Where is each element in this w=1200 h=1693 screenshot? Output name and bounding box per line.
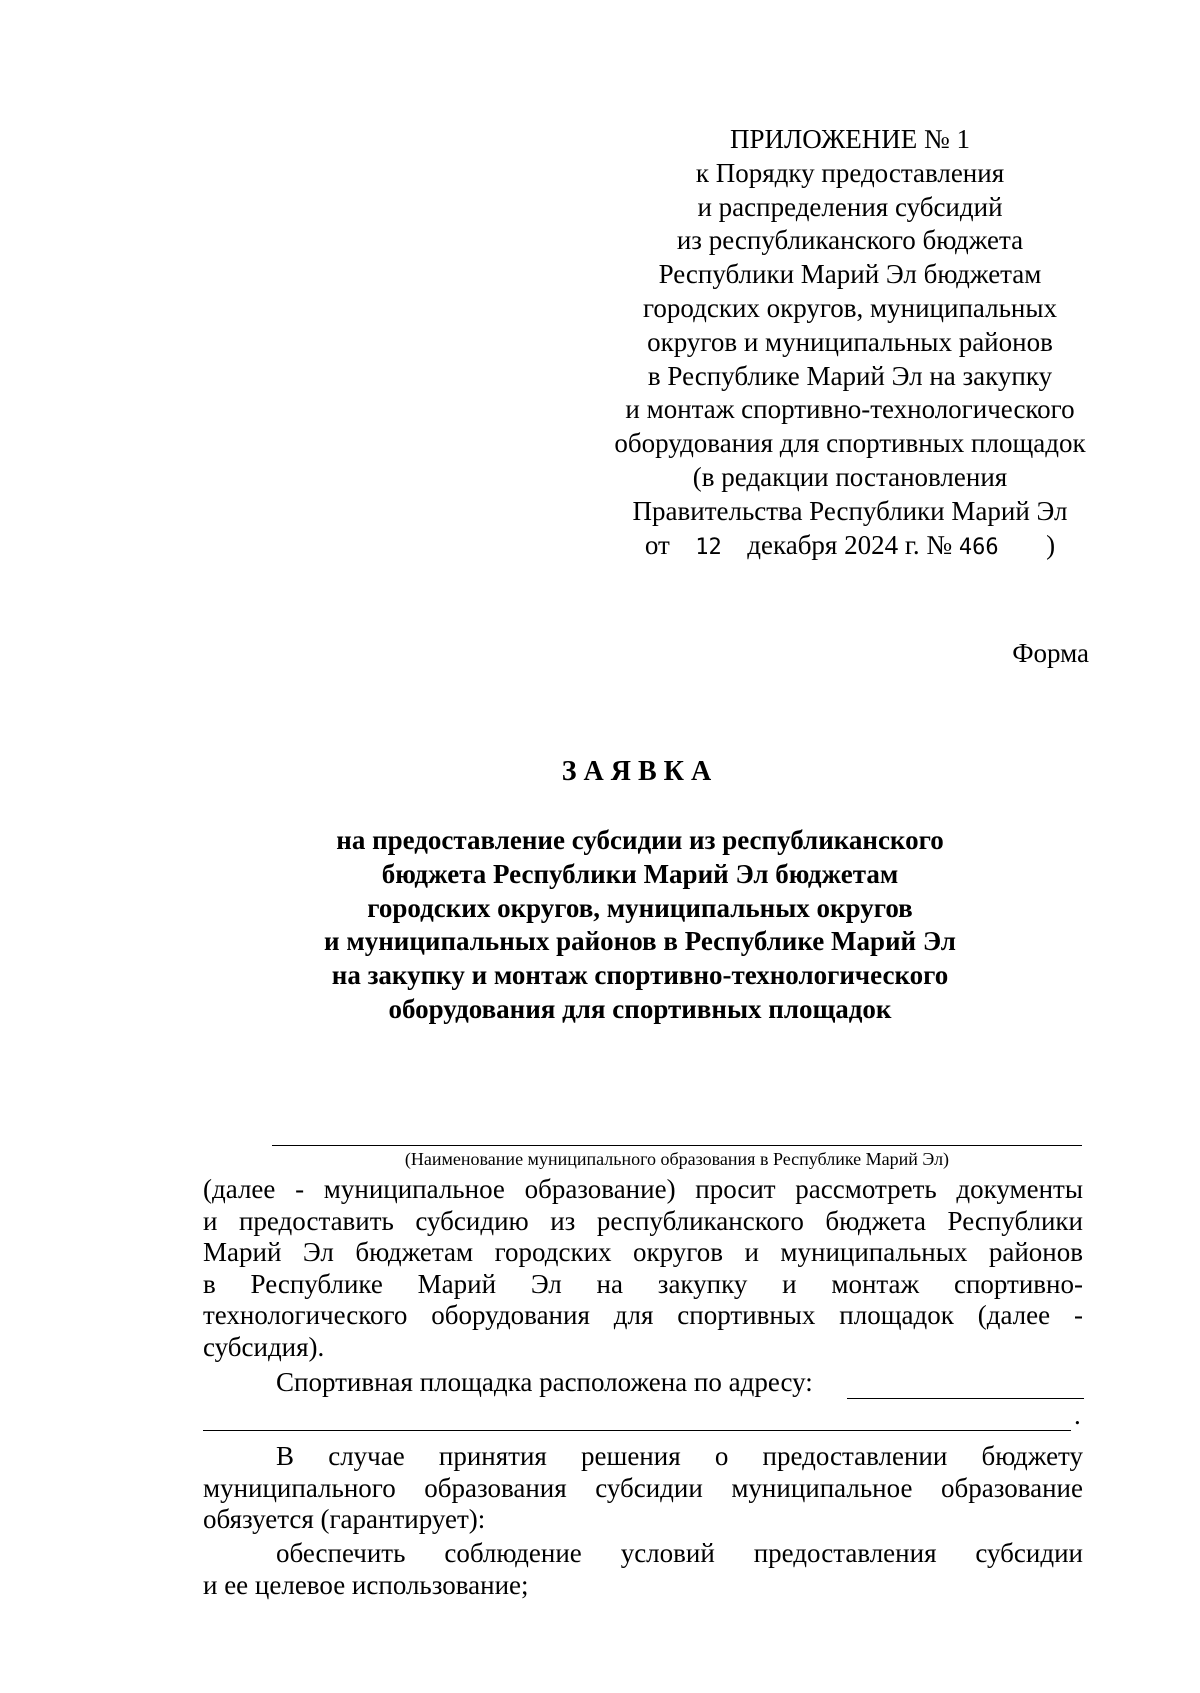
paragraph-line: технологического оборудования для спортивных площадок (далее - bbox=[203, 1300, 1083, 1330]
paragraph-line: субсидия). bbox=[203, 1331, 325, 1362]
subtitle-line: бюджета Республики Марий Эл бюджетам bbox=[381, 858, 899, 889]
paragraph-line: Марий Эл бюджетам городских округов и муниципальных районов bbox=[203, 1237, 1083, 1267]
appendix-line: городских округов, муниципальных bbox=[642, 292, 1057, 323]
paragraph-line: (далее - муниципальное образование) просит рассмотреть документы bbox=[203, 1174, 1083, 1204]
date-day: 12 bbox=[695, 534, 722, 560]
paragraph-line: обязуется (гарантирует): bbox=[203, 1504, 486, 1534]
subtitle-line: и муниципальных районов в Республике Марий Эл bbox=[324, 926, 956, 957]
resolution-number: 466 bbox=[958, 534, 999, 560]
appendix-line: ПРИЛОЖЕНИЕ № 1 bbox=[729, 124, 971, 154]
paragraph-line: и ее целевое использование; bbox=[203, 1569, 529, 1600]
subtitle-line: оборудования для спортивных площадок bbox=[388, 993, 892, 1024]
address-blank-1[interactable] bbox=[847, 1398, 1084, 1399]
appendix-line: из республиканского бюджета bbox=[676, 225, 1024, 256]
address-end-period: . bbox=[1074, 1400, 1081, 1430]
form-label: Форма bbox=[1012, 638, 1089, 668]
subtitle-line: городских округов, муниципальных округов bbox=[367, 892, 913, 923]
appendix-line: и монтаж спортивно-технологического bbox=[625, 394, 1075, 425]
appendix-line: к Порядку предоставления bbox=[695, 157, 1005, 188]
paragraph-line: обеспечить соблюдение условий предоставления субсидии bbox=[276, 1538, 1083, 1568]
appendix-line: Республики Марий Эл бюджетам bbox=[658, 259, 1042, 290]
appendix-line: округов и муниципальных районов bbox=[647, 326, 1053, 357]
date-close-paren: ) bbox=[1046, 529, 1056, 560]
municipality-name-blank[interactable] bbox=[272, 1145, 1082, 1146]
paragraph-line: муниципального образования субсидии муниципальное образование bbox=[203, 1472, 1083, 1503]
date-prefix: от bbox=[644, 529, 670, 560]
paragraph-conditions bbox=[203, 1538, 1083, 1601]
municipality-name-caption: (Наименование муниципального образования в Республике Марий Эл) bbox=[404, 1149, 950, 1169]
appendix-line: (в редакции постановления bbox=[692, 461, 1008, 492]
paragraph-line: в Республике Марий Эл на закупку и монтаж спортивно- bbox=[203, 1268, 1083, 1299]
document-title: ЗАЯВКА bbox=[561, 756, 719, 787]
appendix-line: в Республике Марий Эл на закупку bbox=[647, 360, 1053, 391]
resolution-date-line bbox=[590, 529, 1110, 565]
subtitle-line: на закупку и монтаж спортивно-технологического bbox=[331, 960, 949, 991]
paragraph-line: и предоставить субсидию из республиканского бюджета Республики bbox=[203, 1205, 1083, 1236]
appendix-line: Правительства Республики Марий Эл bbox=[632, 495, 1068, 526]
subtitle-line: на предоставление субсидии из республиканского bbox=[336, 825, 944, 855]
address-blank-2[interactable] bbox=[203, 1430, 1071, 1431]
document-subtitle bbox=[200, 824, 1080, 1027]
address-label: Спортивная площадка расположена по адресу: bbox=[276, 1367, 813, 1397]
paragraph-line: В случае принятия решения о предоставлении бюджету bbox=[276, 1441, 1083, 1471]
date-month-year: декабря 2024 г. № bbox=[747, 529, 953, 560]
appendix-header bbox=[590, 123, 1110, 564]
appendix-line: и распределения субсидий bbox=[697, 191, 1003, 222]
paragraph-obligation bbox=[203, 1441, 1083, 1536]
paragraph-request bbox=[203, 1174, 1083, 1363]
appendix-line: оборудования для спортивных площадок bbox=[614, 428, 1086, 459]
